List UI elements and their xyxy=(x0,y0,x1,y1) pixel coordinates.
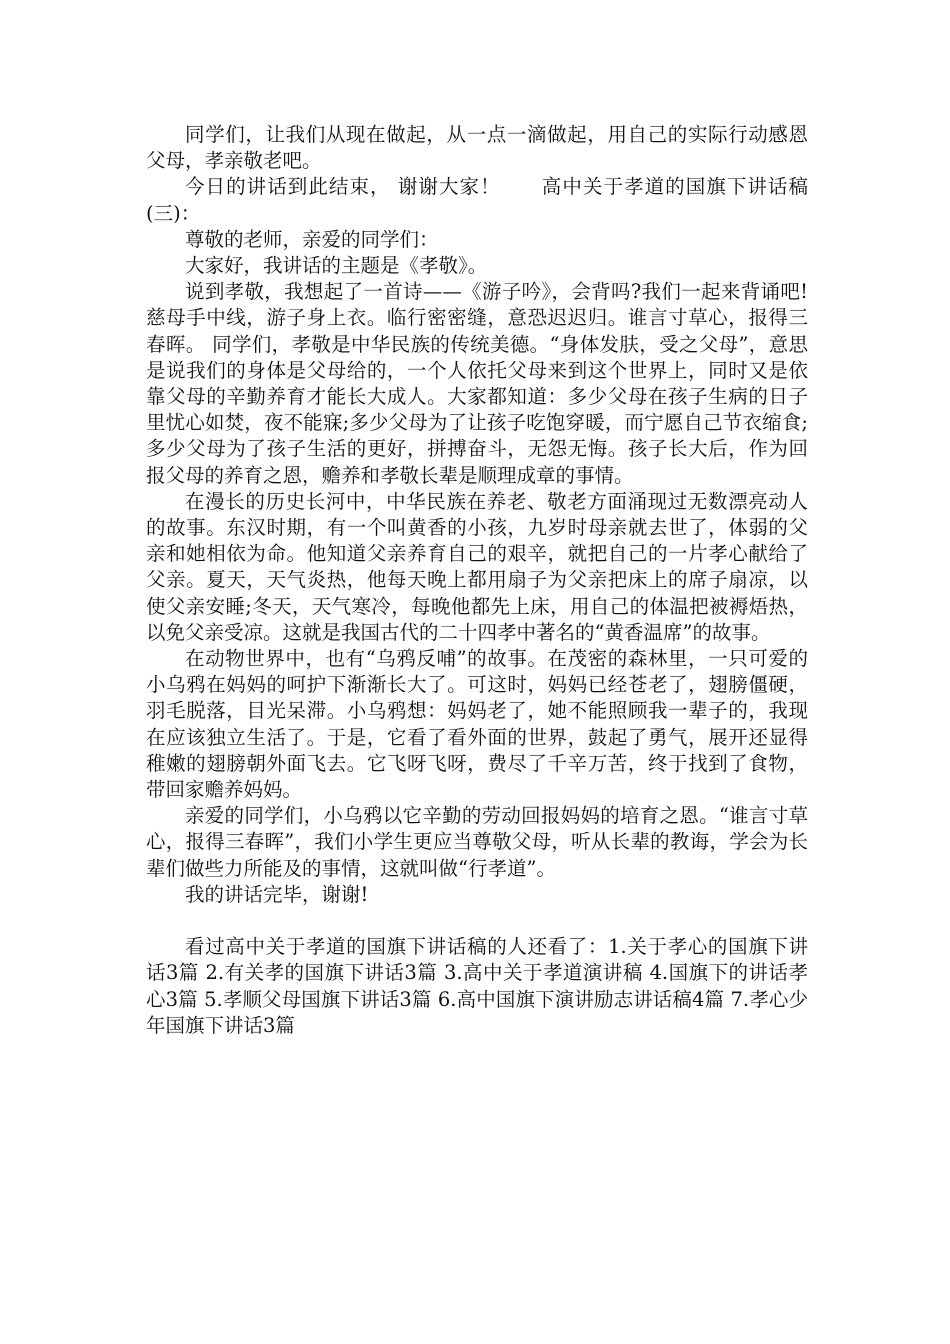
paragraph-crow-story: 在动物世界中，也有“乌鸦反哺”的故事。在茂密的森林里，一只可爱的小乌鸦在妈妈的呵护下渐渐长大了。可这时，妈妈已经苍老了，翅膀僵硬，羽毛脱落，目光呆滞。小乌鸦想：妈妈老了，她不能照顾我一辈子的，我现在应该独立生活了。于是，它看了看外面的世界，鼓起了勇气，展开还显得稚嫩的翅膀朝外面飞去。它飞呀飞呀，费尽了千辛万苦，终于找到了食物，带回家赡养妈妈。 xyxy=(146,647,808,802)
related-articles: 看过高中关于孝道的国旗下讲话稿的人还看了：1.关于孝心的国旗下讲话3篇 2.有关孝的国旗下讲话3篇 3.高中关于孝道演讲稿 4.国旗下的讲话孝心3篇 5.孝顺父母国旗下讲话3篇 6.高中国旗下演讲励志讲话稿4篇 7.孝心少年国旗下讲话3篇 xyxy=(146,935,808,1037)
paragraph-huangxiang-story: 在漫长的历史长河中，中华民族在养老、敬老方面涌现过无数漂亮动人的故事。东汉时期，有一个叫黄香的小孩，九岁时母亲就去世了，体弱的父亲和她相依为命。他知道父亲养育自己的艰辛，就把自己的一片孝心献给了父亲。夏天，天气炎热，他每天晚上都用扇子为父亲把床上的席子扇凉，以使父亲安睡;冬天，天气寒冷，每晚他都先上床，用自己的体温把被褥焐热，以免父亲受凉。这就是我国古代的二十四孝中著名的“黄香温席”的故事。 xyxy=(146,489,808,644)
paragraph-greeting-topic: 大家好，我讲话的主题是《孝敬》。 xyxy=(185,254,488,278)
blank-line xyxy=(146,908,808,934)
paragraph-conclusion: 亲爱的同学们，小乌鸦以它辛勤的劳动回报妈妈的培育之恩。“谁言寸草心，报得三春晖”，我们小学生更应当尊敬父母，听从长辈的教诲，学会为长辈们做些力所能及的事情，这就叫做“行孝道”。 xyxy=(146,804,808,880)
paragraph-salutation: 尊敬的老师，亲爱的同学们： xyxy=(185,227,439,251)
document-page xyxy=(146,122,808,1039)
paragraph-closing-call: 同学们，让我们从现在做起，从一点一滴做起，用自己的实际行动感恩父母，孝亲敬老吧。 xyxy=(146,123,808,173)
paragraph-poem-virtue: 说到孝敬，我想起了一首诗——《游子吟》，会背吗?我们一起来背诵吧!慈母手中线，游子身上衣。临行密密缝，意恐迟迟归。谁言寸草心，报得三春晖。 同学们，孝敬是中华民族的传统美德。“身体发肤，受之父母”，意思是说我们的身体是父母给的，一个人依托父母来到这个世界上，同时又是依靠父母的辛勤养育才能长大成人。大家都知道：多少父母在孩子生病的日子里忧心如焚，夜不能寐;多少父母为了让孩子吃饱穿暖，而宁愿自己节衣缩食;多少父母为了孩子生活的更好，拼搏奋斗，无怨无悔。孩子长大后，作为回报父母的养育之恩，赡养和孝敬长辈是顺理成章的事情。 xyxy=(146,280,808,487)
paragraph-thanks: 我的讲话完毕，谢谢! xyxy=(185,882,369,906)
paragraph-end-and-title: 今日的讲话到此结束， 谢谢大家！ 高中关于孝道的国旗下讲话稿(三)： xyxy=(146,175,808,225)
